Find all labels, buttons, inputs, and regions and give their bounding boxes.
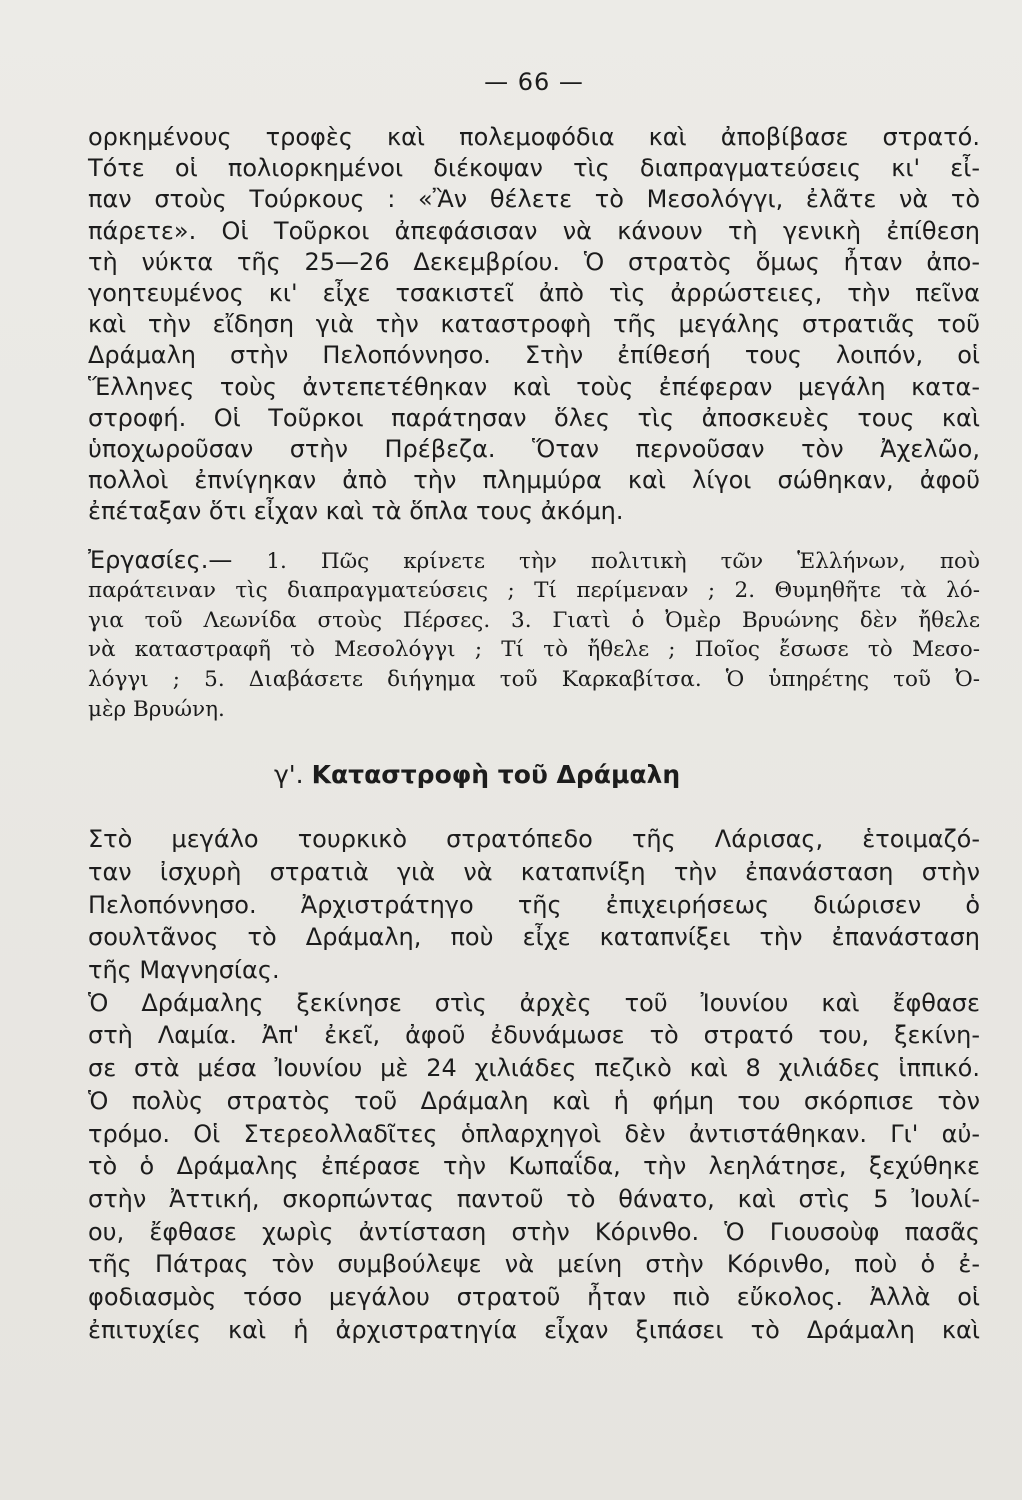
text-line: καὶ τὴν εἴδηση γιὰ τὴν καταστροφὴ τῆς μεγάλης στρατιᾶς τοῦ [88,310,980,339]
section-heading: Καταστροφὴ τοῦ Δράμαλη [311,760,681,790]
exercises-first-line-text: 1. Πῶς κρίνετε τὴν πολιτικὴ τῶν Ἑλλήνων, ποὺ [232,548,980,574]
text-line: ἐπιτυχίες καὶ ἡ ἀρχιστρατηγία εἶχαν ξιπάσει τὸ Δράμαλη καὶ [88,1315,980,1344]
text-line: φοδιασμὸς τόσο μεγάλου στρατοῦ ἦταν πιὸ εὔκολος. Ἀλλὰ οἱ [88,1283,980,1312]
text-line: σε στὰ μέσα Ἰουνίου μὲ 24 χιλιάδες πεζικὸ καὶ 8 χιλιάδες ἱππικό. [88,1054,980,1083]
text-line: ου, ἔφθασε χωρὶς ἀντίσταση στὴν Κόρινθο. Ὁ Γιουσοὺφ πασᾶς [88,1217,980,1246]
text-line: στὴν Ἀττική, σκορπώντας παντοῦ τὸ θάνατο, καὶ στὶς 5 Ἰουλί- [88,1184,980,1213]
exercise-line: παράτειναν τὶς διαπραγματεύσεις ; Τί περίμεναν ; 2. Θυμηθῆτε τὰ λό- [88,578,980,604]
section-title [274,760,980,789]
text-line: στροφή. Οἱ Τοῦρκοι παράτησαν ὅλες τὶς ἀποσκευὲς τους καὶ [88,403,980,432]
exercises-block [88,546,980,725]
text-line: Δράμαλη στὴν Πελοπόννησο. Στὴν ἐπίθεσή τους λοιπόν, οἱ [88,341,980,370]
text-line: σουλτᾶνος τὸ Δράμαλη, ποὺ εἶχε καταπνίξει τὴν ἐπανάσταση [88,923,980,952]
paragraph-2 [88,823,980,987]
text-line: Πελοπόννησο. Ἀρχιστράτηγο τῆς ἐπιχειρήσεως διώρισεν ὁ [88,890,980,919]
paragraph-1 [88,122,980,528]
text-line: πάρετε». Οἱ Τοῦρκοι ἀπεφάσισαν νὰ κάνουν τὴ γενικὴ ἐπίθεση [88,216,980,245]
exercise-line: νὰ καταστραφῆ τὸ Μεσολόγγι ; Τί τὸ ἤθελε ; Ποῖος ἔσωσε τὸ Μεσο- [88,637,980,663]
text-line: ταν ἰσχυρὴ στρατιὰ γιὰ νὰ καταπνίξη τὴν ἐπανάσταση στὴν [88,857,980,886]
text-line: τὸ ὁ Δράμαλης ἐπέρασε τὴν Κωπαΐδα, τὴν λεηλάτησε, ξεχύθηκε [88,1152,980,1181]
section-number: γ'. [274,760,304,790]
exercises-heading: Ἐργασίες.— [88,545,233,574]
text-line: παν στοὺς Τούρκους : «Ἂν θέλετε τὸ Μεσολόγγι, ἐλᾶτε νὰ τὸ [88,185,980,214]
text-line: τὴ νύκτα τῆς 25—26 Δεκεμβρίου. Ὁ στρατὸς ὅμως ἦταν ἀπο- [88,247,980,276]
text-line: ἐπέταξαν ὅτι εἶχαν καὶ τὰ ὅπλα τους ἀκόμη. [88,497,624,526]
text-line: Ὁ Δράμαλης ξεκίνησε στὶς ἀρχὲς τοῦ Ἰουνίου καὶ ἔφθασε [88,988,980,1017]
text-line: Ἕλληνες τοὺς ἀντεπετέθηκαν καὶ τοὺς ἐπέφεραν μεγάλη κατα- [88,372,980,401]
exercises-first-line [88,546,980,577]
text-line: Ὁ πολὺς στρατὸς τοῦ Δράμαλη καὶ ἡ φήμη του σκόρπισε τὸν [88,1086,980,1115]
text-line: πολλοὶ ἐπνίγηκαν ἀπὸ τὴν πλημμύρα καὶ λίγοι σώθηκαν, ἀφοῦ [88,466,980,495]
exercise-line: μὲρ Βρυώνη. [88,696,225,722]
paragraph-3 [88,987,980,1347]
text-line: στὴ Λαμία. Ἀπ' ἐκεῖ, ἀφοῦ ἐδυνάμωσε τὸ στρατό του, ξεκίνη- [88,1021,980,1050]
text-line: ορκημένους τροφὲς καὶ πολεμοφόδια καὶ ἀποβίβασε στρατό. [88,123,980,151]
page-number: — 66 — [484,68,584,96]
exercise-line: για τοῦ Λεωνίδα στοὺς Πέρσες. 3. Γιατὶ ὁ Ὀμὲρ Βρυώνης δὲν ἤθελε [88,607,980,633]
text-line: τρόμο. Οἱ Στερεολλαδῖτες ὁπλαρχηγοὶ δὲν ἀντιστάθηκαν. Γι' αὐ- [88,1119,980,1148]
text-line: ὑποχωροῦσαν στὴν Πρέβεζα. Ὅταν περνοῦσαν τὸν Ἀχελῶο, [88,435,980,464]
text-line: γοητευμένος κι' εἶχε τσακιστεῖ ἀπὸ τὶς ἀρρώστειες, τὴν πεῖνα [88,279,980,308]
text-line: Τότε οἱ πολιορκημένοι διέκοψαν τὶς διαπραγματεύσεις κι' εἶ- [88,154,980,183]
text-line: τῆς Πάτρας τὸν συμβούλεψε νὰ μείνη στὴν Κόρινθο, ποὺ ὁ ἐ- [88,1250,980,1279]
exercise-line: λόγγι ; 5. Διαβάσετε διήγημα τοῦ Καρκαβίτσα. Ὁ ὑπηρέτης τοῦ Ὀ- [88,667,980,693]
text-line: Στὸ μεγάλο τουρκικὸ στρατόπεδο τῆς Λάρισας, ἑτοιμαζό- [88,825,980,854]
text-line: τῆς Μαγνησίας. [88,956,280,985]
